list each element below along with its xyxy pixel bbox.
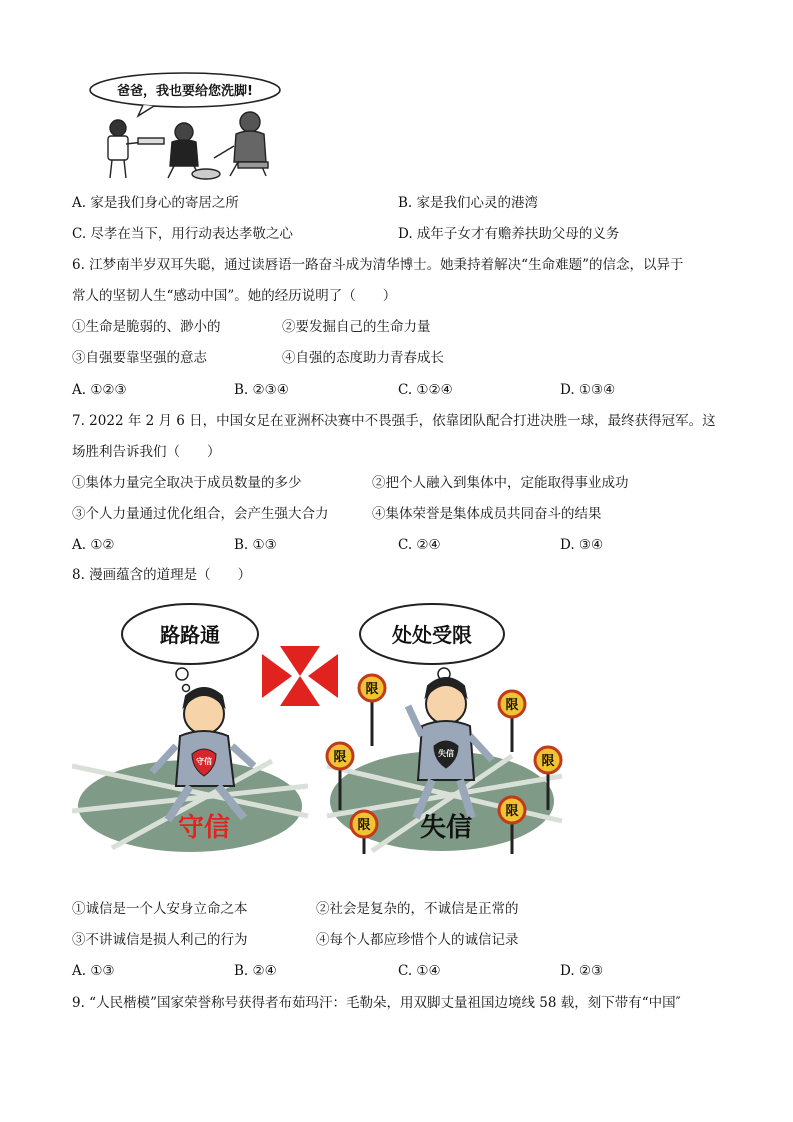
svg-text:限: 限 bbox=[505, 804, 519, 819]
q7-option-b: B. ①③ bbox=[234, 537, 277, 553]
q7-stem-line1: 7. 2022 年 2 月 6 日，中国女足在亚洲杯决赛中不畏强手，依靠团队配合打进决胜一球，最终获得冠军。这 bbox=[72, 413, 716, 429]
q6-option-c: C. ①②④ bbox=[398, 382, 453, 398]
q7-statement-4: ④集体荣誉是集体成员共同奋斗的结果 bbox=[372, 506, 602, 522]
q6-option-a: A. ①②③ bbox=[72, 382, 127, 398]
svg-text:限: 限 bbox=[357, 818, 371, 833]
family-cartoon bbox=[88, 70, 288, 182]
q7-stem-line2: 场胜利告诉我们（ ） bbox=[72, 444, 221, 460]
q8-option-d: D. ②③ bbox=[560, 963, 604, 979]
q6-stem-line1: 6. 江梦南半岁双耳失聪，通过读唇语一路奋斗成为清华博士。她秉持着解决“生命难题”的信念，以异于 bbox=[72, 257, 684, 273]
left-label: 守信 bbox=[177, 813, 231, 843]
q7-statement-3: ③个人力量通过优化组合，会产生强大合力 bbox=[72, 506, 329, 522]
q7-statement-1: ①集体力量完全取决于成员数量的多少 bbox=[72, 475, 302, 491]
child-figure bbox=[108, 120, 164, 178]
svg-text:限: 限 bbox=[365, 682, 379, 697]
q5-option-c: C. 尽孝在当下，用行动表达孝敬之心 bbox=[72, 226, 293, 242]
q8-statement-2: ②社会是复杂的，不诚信是正常的 bbox=[316, 901, 519, 917]
q8-option-c: C. ①④ bbox=[398, 963, 441, 979]
q6-option-d: D. ①③④ bbox=[560, 382, 616, 398]
q7-statement-2: ②把个人融入到集体中，定能取得事业成功 bbox=[372, 475, 629, 491]
q5-option-a: A. 家是我们身心的寄居之所 bbox=[72, 195, 239, 211]
q5-option-b: B. 家是我们心灵的港湾 bbox=[398, 195, 539, 211]
speech-text: 爸爸，我也要给您洗脚! bbox=[117, 84, 253, 99]
right-label: 失信 bbox=[419, 813, 473, 843]
q6-statement-4: ④自强的态度助力青春成长 bbox=[282, 350, 444, 366]
left-heart-text: 守信 bbox=[196, 757, 212, 766]
svg-text:限: 限 bbox=[541, 754, 555, 769]
q7-option-c: C. ②④ bbox=[398, 537, 441, 553]
svg-text:限: 限 bbox=[505, 698, 519, 713]
q6-statement-3: ③自强要靠坚强的意志 bbox=[72, 350, 207, 366]
q6-stem-line2: 常人的坚韧人生“感动中国”。她的经历说明了（ ） bbox=[72, 288, 397, 304]
q7-option-a: A. ①② bbox=[72, 537, 115, 553]
q6-option-b: B. ②③④ bbox=[234, 382, 289, 398]
q8-option-a: A. ①③ bbox=[72, 963, 115, 979]
q6-statement-2: ②要发掘自己的生命力量 bbox=[282, 319, 431, 335]
q7-option-d: D. ③④ bbox=[560, 537, 604, 553]
integrity-cartoon bbox=[72, 596, 572, 856]
q8-statement-1: ①诚信是一个人安身立命之本 bbox=[72, 901, 248, 917]
svg-text:限: 限 bbox=[333, 750, 347, 765]
right-heart-text: 失信 bbox=[438, 749, 454, 758]
grandfather-figure bbox=[214, 112, 268, 176]
q5-option-d: D. 成年子女才有赡养扶助父母的义务 bbox=[398, 226, 620, 242]
q9-stem-line1: 9. “人民楷模”国家荣誉称号获得者布茹玛汗：毛勒朵，用双脚丈量祖国边境线 58 载，刻下带有“中国″ bbox=[72, 995, 681, 1011]
q8-statement-3: ③不讲诚信是损人利己的行为 bbox=[72, 932, 248, 948]
q8-statement-4: ④每个人都应珍惜个人的诚信记录 bbox=[316, 932, 519, 948]
father-figure bbox=[168, 123, 220, 179]
q8-stem: 8. 漫画蕴含的道理是（ ） bbox=[72, 567, 252, 583]
right-bubble-text: 处处受限 bbox=[392, 623, 472, 647]
q6-statement-1: ①生命是脆弱的、渺小的 bbox=[72, 319, 221, 335]
left-bubble-text: 路路通 bbox=[160, 623, 220, 647]
q8-option-b: B. ②④ bbox=[234, 963, 277, 979]
